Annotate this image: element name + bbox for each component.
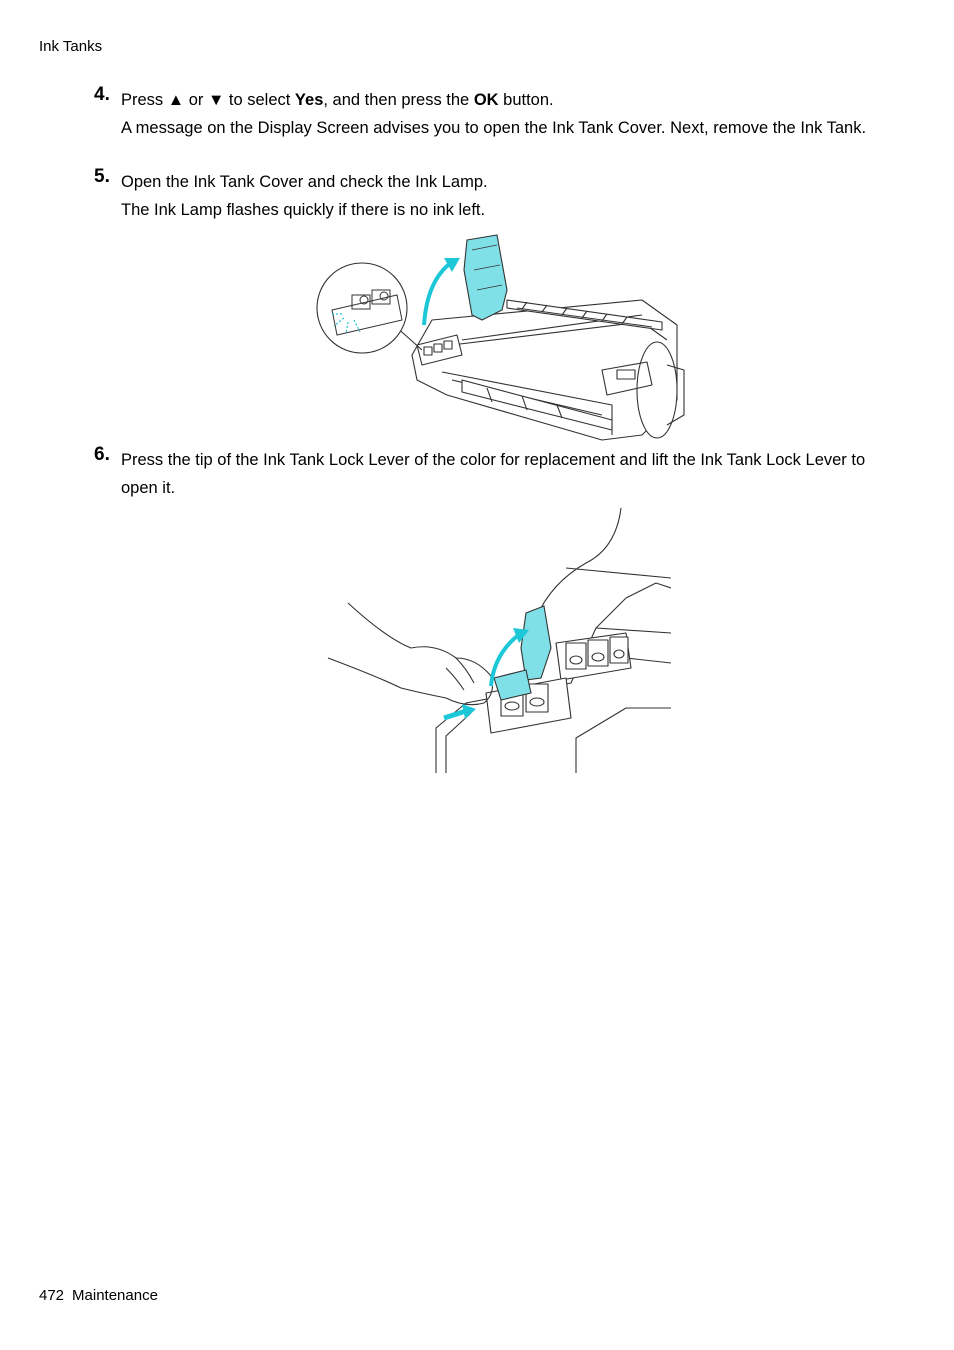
yes-option-label: Yes — [294, 91, 324, 109]
lift-arrow-shape — [424, 262, 452, 325]
up-arrow-icon: ▲ — [167, 91, 185, 109]
step-instruction: Open the Ink Tank Cover and check the Ink Lamp. — [121, 173, 488, 191]
text-run: Press — [121, 91, 168, 109]
step-instruction — [121, 87, 874, 115]
chapter-name: Maintenance — [72, 1287, 158, 1304]
lock-lever-illustration — [326, 508, 671, 774]
figure-lock-lever — [326, 508, 671, 774]
text-run: button. — [498, 91, 554, 109]
step-6 — [94, 444, 874, 502]
ok-button-label: OK — [473, 91, 499, 109]
text-run: to select — [224, 91, 295, 109]
step-number: 4. — [94, 84, 110, 105]
text-run: or — [184, 91, 208, 109]
zoom-circle — [317, 263, 407, 353]
lock-lever-shape — [521, 606, 551, 680]
page-number: 472 — [39, 1287, 65, 1304]
down-arrow-icon: ▼ — [207, 91, 225, 109]
step-instruction: Press the tip of the Ink Tank Lock Lever of the color for replacement and lift the Ink Tank Lock Lever to open it. — [121, 451, 866, 497]
step-number: 6. — [94, 444, 110, 465]
step-note: A message on the Display Screen advises you to open the Ink Tank Cover. Next, remove the Ink Tank. — [121, 118, 867, 137]
step-4 — [94, 84, 874, 142]
step-text — [121, 87, 874, 142]
step-number: 5. — [94, 166, 110, 187]
text-run: , and then press the — [323, 91, 474, 109]
ink-tank-cover-shape — [464, 235, 507, 320]
page-footer — [39, 1287, 158, 1304]
arrow-head-icon — [462, 704, 476, 719]
printer-illustration — [312, 230, 687, 445]
step-text — [121, 447, 874, 502]
running-header: Ink Tanks — [39, 38, 103, 55]
step-text — [121, 169, 874, 224]
figure-printer-cover-open — [312, 230, 687, 445]
press-arrow-shape — [444, 711, 466, 718]
step-5 — [94, 166, 874, 224]
step-note: The Ink Lamp flashes quickly if there is no ink left. — [121, 200, 486, 219]
